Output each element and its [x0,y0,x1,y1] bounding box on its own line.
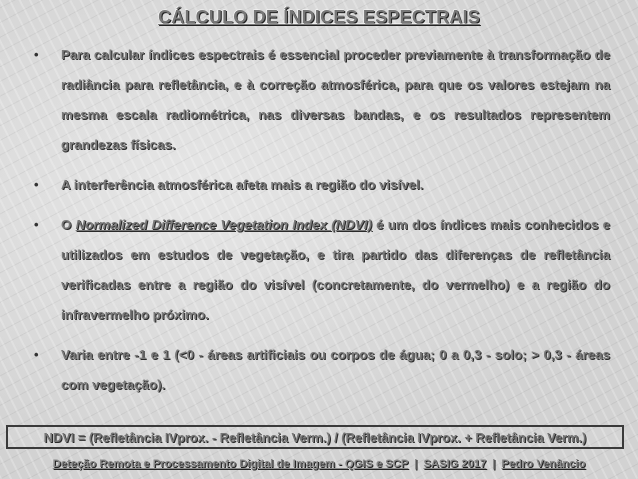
ndvi-formula: NDVI = (Refletância IVprox. - Refletância Verm.) / (Refletância IVprox. + Refletância Verm.) [43,429,587,445]
slide-title: CÁLCULO DE ÍNDICES ESPECTRAIS [158,7,480,27]
footer-author: Pedro Venâncio [501,458,586,470]
ndvi-term-link: Normalized Difference Vegetation Index (NDVI) [75,217,372,232]
bullet-item-reflectance [34,40,610,160]
bullet-icon: • [34,347,39,362]
bullet-text [61,210,610,330]
footer [0,458,638,470]
bullet-text: Para calcular índices espectrais é essencial proceder previamente à transformação de radiância para refletância, e à correção atmosférica, para que os valores estejam na mesma escala radiométrica, nas diversas bandas, e os resultados representem grandezas físicas. [61,47,610,152]
footer-separator: | [492,458,496,470]
bullet-icon: • [34,47,39,62]
bullet-item-ndvi [34,210,610,330]
ndvi-prefix: O [61,217,76,232]
footer-event: SASIG 2017 [423,458,487,470]
bullet-icon: • [34,217,39,232]
bullet-text: Varia entre -1 e 1 (<0 - áreas artificiais ou corpos de água; 0 a 0,3 - solo; > 0,3 - áreas com vegetação). [61,347,610,392]
bullet-item-atmosphere [34,170,610,200]
footer-separator: | [414,458,418,470]
footer-course: Deteção Remota e Processamento Digital de Imagem - QGIS e SCP [52,458,409,470]
bullet-list [34,40,610,410]
ndvi-suffix: é um dos índices mais conhecidos e utilizados em estudos de vegetação, e tira partido das diferenças de refletância verificadas entre a região do visível (concretamente, do vermelho) e a região do infravermelho próximo. [61,217,610,322]
bullet-item-range [34,340,610,400]
bullet-text: A interferência atmosférica afeta mais a região do visível. [61,177,424,192]
bullet-icon: • [34,177,39,192]
ndvi-formula-box [6,425,624,449]
